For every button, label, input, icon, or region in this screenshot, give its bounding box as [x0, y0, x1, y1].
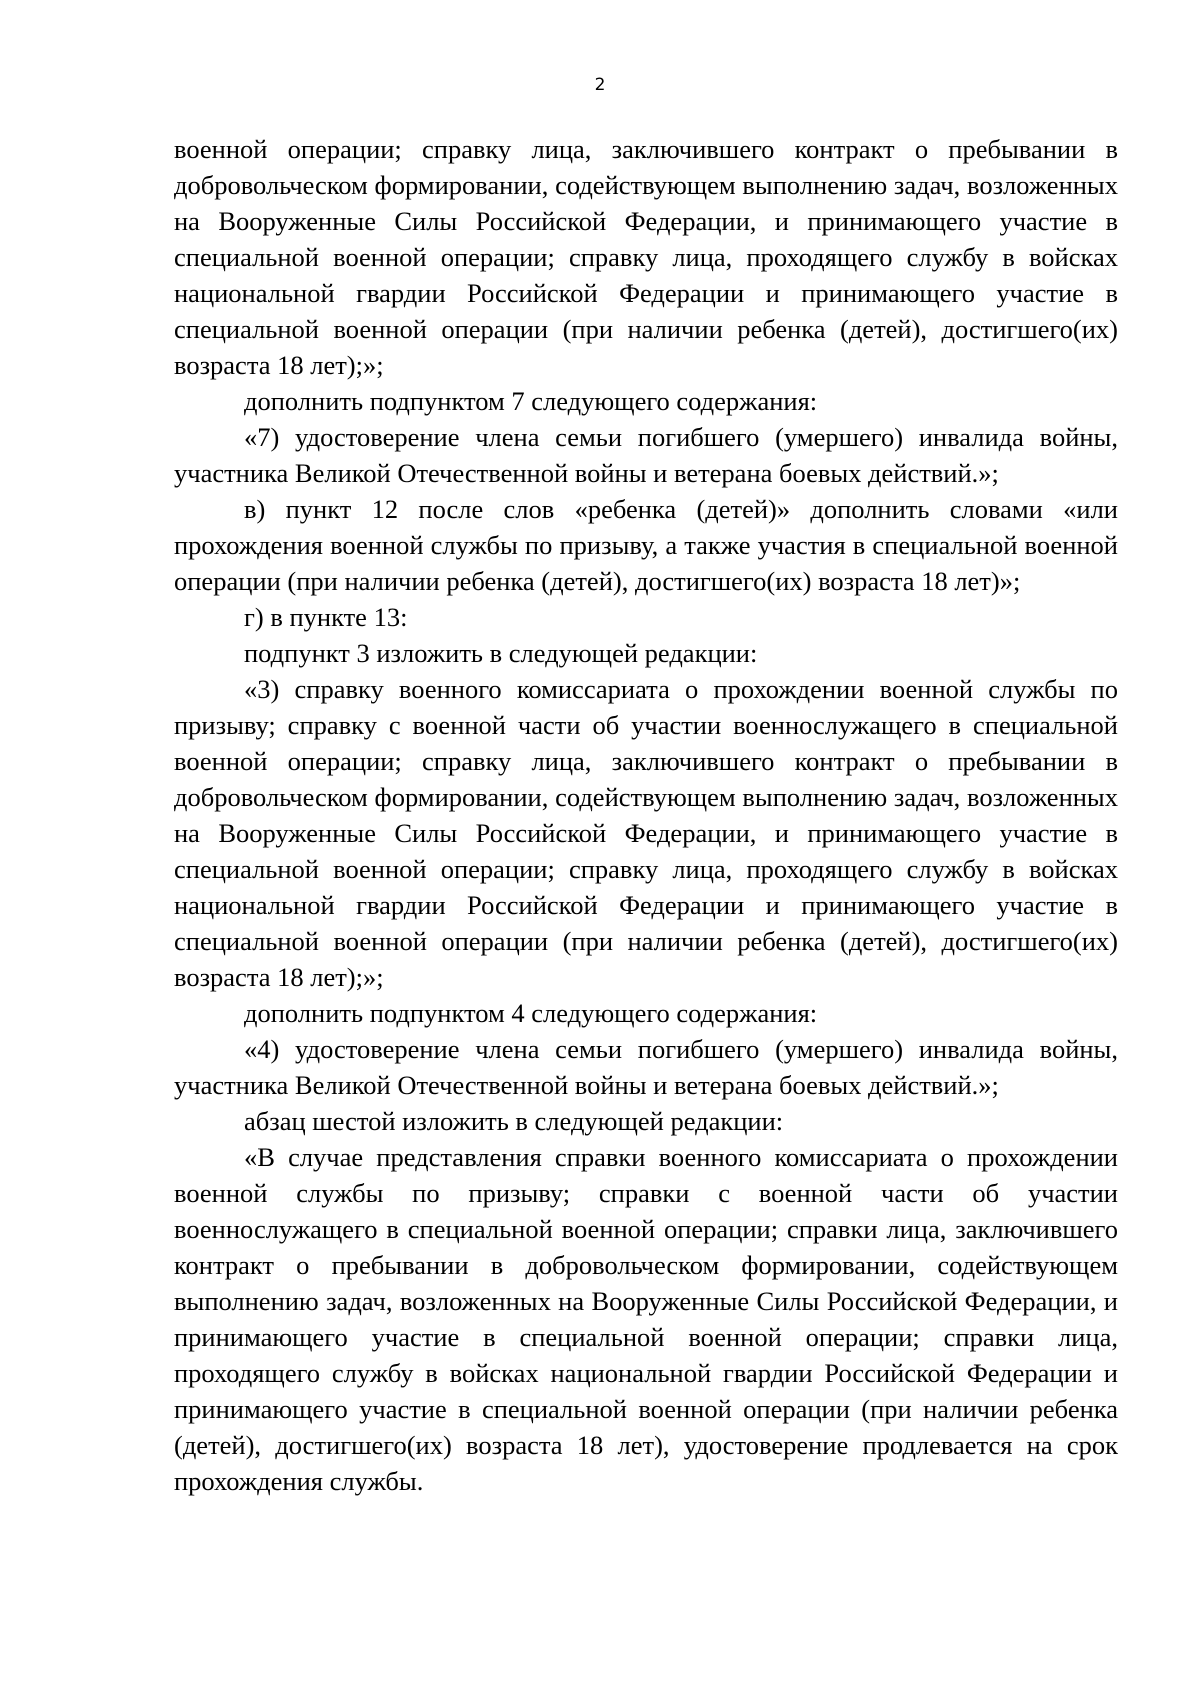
- paragraph-sixth-paragraph-new-wording: абзац шестой изложить в следующей редакции:: [244, 1106, 784, 1136]
- paragraph-add-subitem-7: дополнить подпунктом 7 следующего содержания:: [244, 386, 818, 416]
- document-body: [174, 131, 1118, 1499]
- paragraph-continued-certificate-list: военной операции; справку лица, заключившего контракт о пребывании в добровольческом формировании, содействующем выполнению задач, возложенных на Вооруженные Силы Российской Федерации, и принимающего участие в специальной военной операции; справку лица, проходящего службу в войсках национальной гвардии Российской Федерации и принимающего участие в специальной военной операции (при наличии ребенка (детей), достигшего(их) возраста 18 лет);»;: [174, 134, 1118, 380]
- paragraph-subitem-4-text: «4) удостоверение члена семьи погибшего (умершего) инвалида войны, участника Великой Отечественной войны и ветерана боевых действий.»;: [174, 1034, 1118, 1100]
- paragraph-subitem-7-text: «7) удостоверение члена семьи погибшего (умершего) инвалида войны, участника Великой Отечественной войны и ветерана боевых действий.»;: [174, 422, 1118, 488]
- paragraph-subitem-3-text: «3) справку военного комиссариата о прохождении военной службы по призыву; справку с военной части об участии военнослужащего в специальной военной операции; справку лица, заключившего контракт о пребывании в добровольческом формировании, содействующем выполнению задач, возложенных на Вооруженные Силы Российской Федерации, и принимающего участие в специальной военной операции; справку лица, проходящего службу в войсках национальной гвардии Российской Федерации и принимающего участие в специальной военной операции (при наличии ребенка (детей), достигшего(их) возраста 18 лет);»;: [174, 674, 1118, 992]
- paragraph-sixth-paragraph-text: «В случае представления справки военного комиссариата о прохождении военной службы по призыву; справки с военной части об участии военнослужащего в специальной военной операции; справки лица, заключившего контракт о пребывании в добровольческом формировании, содействующем выполнению задач, возложенных на Вооруженные Силы Российской Федерации, и принимающего участие в специальной военной операции; справки лица, проходящего службу в войсках национальной гвардии Российской Федерации и принимающего участие в специальной военной операции (при наличии ребенка (детей), достигшего(их) возраста 18 лет), удостоверение продлевается на срок прохождения службы.: [174, 1142, 1118, 1496]
- paragraph-item-13-heading: г) в пункте 13:: [244, 602, 408, 632]
- page-number: 2: [594, 75, 606, 95]
- paragraph-subitem-3-new-wording: подпункт 3 изложить в следующей редакции:: [244, 638, 758, 668]
- paragraph-add-subitem-4: дополнить подпунктом 4 следующего содержания:: [244, 998, 818, 1028]
- paragraph-item-12-amendment: в) пункт 12 после слов «ребенка (детей)» дополнить словами «или прохождения военной службы по призыву, а также участия в специальной военной операции (при наличии ребенка (детей), достигшего(их) возраста 18 лет)»;: [174, 494, 1118, 596]
